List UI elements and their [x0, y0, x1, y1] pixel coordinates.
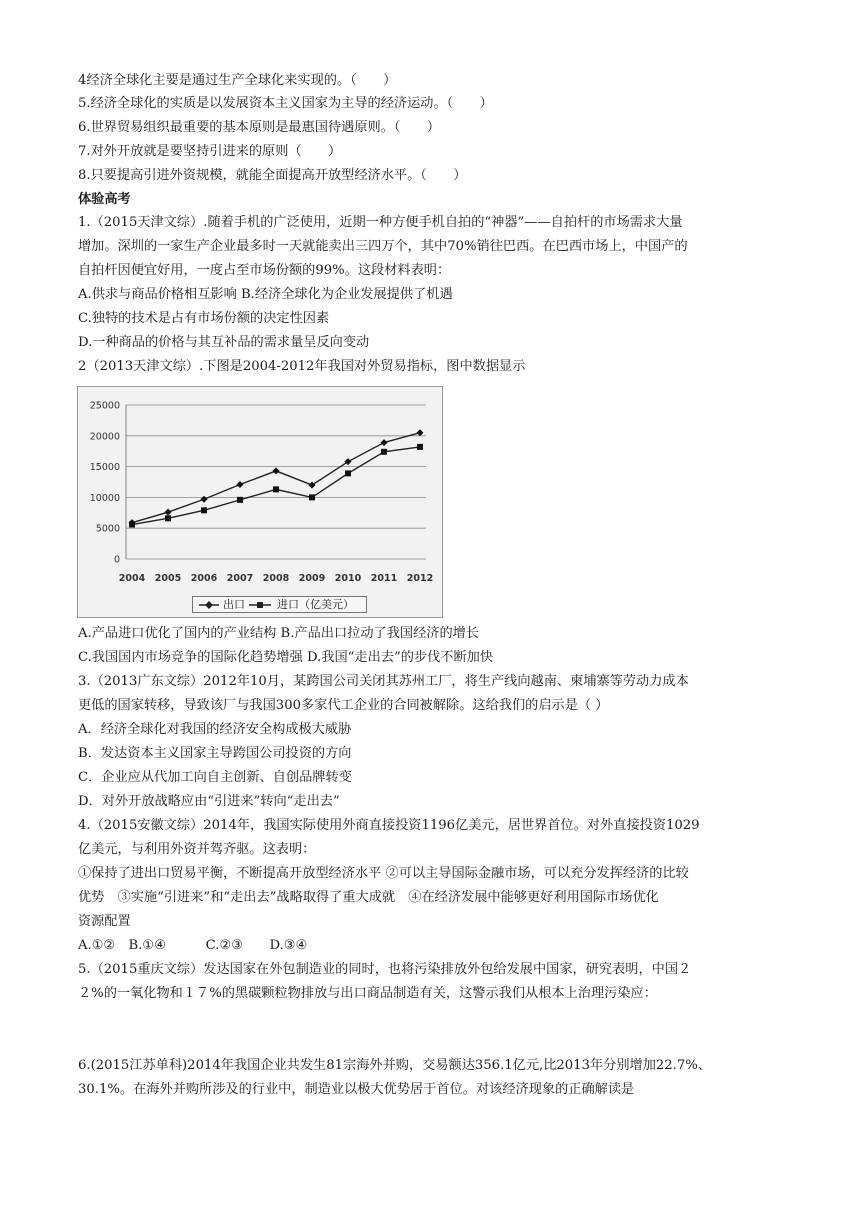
x-tick-label: 2010 [334, 573, 362, 584]
x-tick-label: 2005 [154, 573, 182, 584]
question-true-false-7: 7.对外开放就是要坚持引进来的原则（ ） [78, 144, 342, 159]
trade-chart [77, 386, 443, 618]
question-4-statements: ①保持了进出口贸易平衡，不断提高开放型经济水平 ②可以主导国际金融市场，可以充分发挥经济的比较 [78, 866, 689, 881]
data-point-export [381, 439, 388, 446]
question-3-option-a: A．经济全球化对我国的经济安全构成极大威胁 [78, 722, 352, 737]
y-tick-label: 20000 [89, 431, 120, 443]
data-point-export [201, 496, 208, 503]
x-tick-label: 2011 [370, 573, 398, 584]
data-point-import [273, 486, 279, 492]
question-true-false-4: 4经济全球化主要是通过生产全球化来实现的。（ ） [78, 73, 397, 88]
data-point-import [381, 449, 387, 455]
question-3-option-b: B．发达资本主义国家主导跨国公司投资的方向 [78, 746, 352, 761]
question-4-statements-line3: 资源配置 [78, 914, 131, 929]
x-tick-label: 2009 [298, 573, 326, 584]
trade-chart-svg [78, 387, 442, 617]
question-4-stem: 4.（2015安徽文综）2014年，我国实际使用外商直接投资1196亿美元，居世界首位。对外直接投资1029 [78, 818, 700, 833]
question-1-option-d: D.一种商品的价格与其互补品的需求量呈反向变动 [78, 335, 370, 350]
data-point-export [273, 467, 280, 474]
question-1-stem-line2: 增加。深圳的一家生产企业最多时一天就能卖出三四万个，其中70%销往巴西。在巴西市场上，中国产的 [78, 239, 688, 254]
question-5-stem-line2: ２%的一氧化物和１７%的黑碳颗粒物排放与出口商品制造有关，这警示我们从根本上治理污染应： [78, 986, 657, 1001]
data-point-import [237, 497, 243, 503]
data-point-import [201, 507, 207, 513]
question-true-false-6: 6.世界贸易组织最重要的基本原则是最惠国待遇原则。（ ） [78, 120, 441, 135]
data-point-import [345, 470, 351, 476]
question-5-stem: 5.（2015重庆文综）发达国家在外包制造业的同时，也将污染排放外包给发展中国家，研究表明，中国２ [78, 962, 692, 977]
question-3-option-d: D．对外开放战略应由“引进来”转向“走出去” [78, 794, 340, 809]
question-3-option-c: C．企业应从代加工向自主创新、自创品牌转变 [78, 770, 352, 785]
data-point-export [237, 481, 244, 488]
y-tick-label: 25000 [89, 400, 120, 412]
y-tick-label: 0 [113, 554, 120, 566]
question-1-option-c: C.独特的技术是占有市场份额的决定性因素 [78, 311, 330, 326]
series-line-export [132, 433, 420, 523]
y-tick-label: 15000 [89, 462, 120, 474]
x-tick-label: 2006 [190, 573, 218, 584]
data-point-export [165, 509, 172, 516]
x-tick-label: 2007 [226, 573, 254, 584]
legend-import-marker [247, 597, 277, 612]
data-point-export [417, 429, 424, 436]
question-4-statements-line2: 优势 ③实施“引进来”和“走出去”战略取得了重大成就 ④在经济发展中能够更好利用国际市场优化 [78, 890, 659, 905]
data-point-export [345, 458, 352, 465]
question-1-stem: 1.（2015天津文综）.随着手机的广泛使用，近期一种方便手机自拍的“神器”——自拍杆的市场需求大量 [78, 215, 683, 230]
question-6-stem-line2: 30.1%。在海外并购所涉及的行业中，制造业以极大优势居于首位。对该经济现象的正确解读是 [78, 1082, 635, 1097]
data-point-import [417, 444, 423, 450]
chart-legend [192, 596, 367, 613]
data-point-import [165, 515, 171, 521]
data-point-import [309, 494, 315, 500]
question-3-stem: 3.（2013广东文综）2012年10月，某跨国公司关闭其苏州工厂，将生产线向越南、柬埔寨等劳动力成本 [78, 674, 689, 689]
question-3-stem-line2: 更低的国家转移，导致该厂与我国300多家代工企业的合同被解除。这给我们的启示是（ ） [78, 698, 609, 713]
question-4-stem-line2: 亿美元，与利用外资并驾齐驱。这表明： [78, 842, 316, 857]
legend-export-label: 出口 [223, 598, 245, 611]
question-4-options: A.①② B.①④ C.②③ D.③④ [78, 938, 308, 953]
x-tick-label: 2004 [118, 573, 146, 584]
question-true-false-5: 5.经济全球化的实质是以发展资本主义国家为主导的经济运动。（ ） [78, 96, 493, 111]
question-1-options-ab: A.供求与商品价格相互影响 B.经济全球化为企业发展提供了机遇 [78, 287, 453, 302]
question-true-false-8: 8.只要提高引进外资规模，就能全面提高开放型经济水平。（ ） [78, 168, 467, 183]
question-1-stem-line3: 自拍杆因便宜好用，一度占至市场份额的99%。这段材料表明： [78, 263, 451, 278]
y-tick-label: 5000 [95, 523, 120, 535]
question-2-stem: 2（2013天津文综）.下图是2004-2012年我国对外贸易指标，图中数据显示 [78, 359, 526, 374]
section-heading: 体验高考 [78, 192, 131, 207]
y-tick-label: 10000 [89, 492, 120, 504]
data-point-export [309, 482, 316, 489]
data-point-import [129, 522, 135, 528]
series-line-import [132, 447, 420, 525]
question-6-stem: 6.(2015江苏单科)2014年我国企业共发生81宗海外并购，交易额达356.1亿元,比2013年分别增加22.7%、 [78, 1058, 711, 1073]
question-2-options-ab: A.产品进口优化了国内的产业结构 B.产品出口拉动了我国经济的增长 [78, 626, 480, 641]
question-2-options-cd: C.我国国内市场竞争的国际化趋势增强 D.我国“走出去”的步伐不断加快 [78, 650, 494, 665]
x-tick-label: 2012 [406, 573, 434, 584]
x-tick-label: 2008 [262, 573, 290, 584]
legend-import-label: 进口（亿美元） [277, 598, 354, 611]
